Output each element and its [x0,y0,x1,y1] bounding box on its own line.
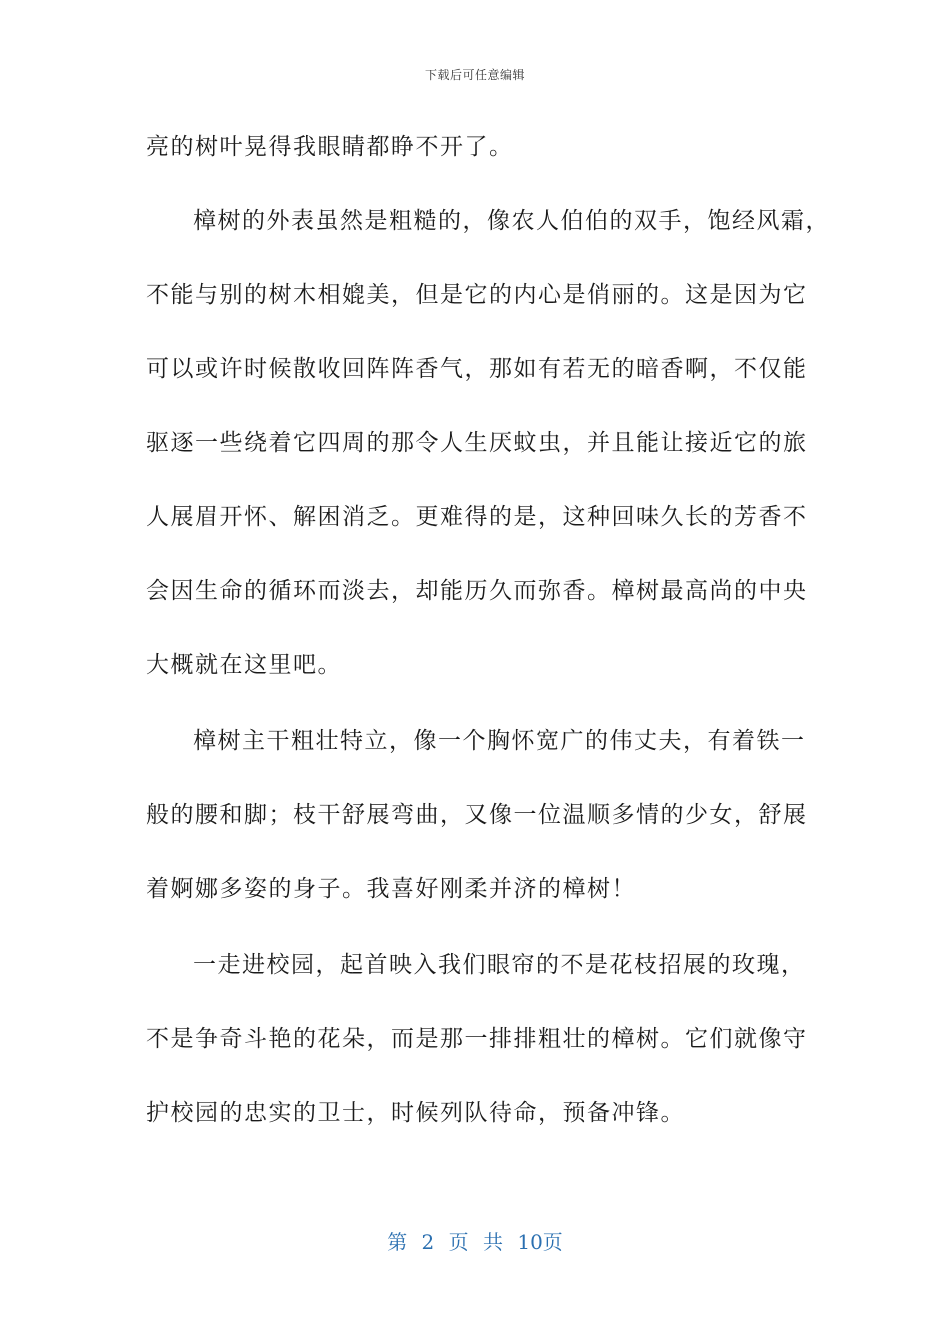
text-line: 亮的树叶晃得我眼睛都睁不开了。 [146,134,514,160]
footer-total-word: 共 [483,1230,503,1254]
text-line: 可以或许时候散收回阵阵香气，那如有若无的暗香啊，不仅能 [146,356,808,382]
text-line: 一走进校园，起首映入我们眼帘的不是花枝招展的玫瑰， [193,952,806,978]
footer-total-pages: 10页 [517,1230,563,1254]
page-footer [0,1226,950,1255]
footer-page-word: 页 [448,1230,469,1254]
text-line: 不是争奇斗艳的花朵，而是那一排排粗壮的樟树。它们就像守 [146,1026,808,1052]
text-line: 般的腰和脚；枝干舒展弯曲，又像一位温顺多情的少女，舒展 [146,802,808,828]
text-line: 大概就在这里吧。 [146,652,342,678]
footer-current-page: 2 [421,1230,435,1254]
text-line: 着婀娜多姿的身子。我喜好刚柔并济的樟树！ [146,876,636,902]
text-line: 樟树的外表虽然是粗糙的，像农人伯伯的双手，饱经风霜， [193,208,830,234]
text-line: 人展眉开怀、解困消乏。更难得的是，这种回味久长的芳香不 [146,504,808,530]
text-line: 护校园的忠实的卫士，时候列队待命，预备冲锋。 [146,1100,685,1126]
page-header-note: 下载后可任意编辑 [424,68,525,82]
text-line: 不能与别的树木相媲美，但是它的内心是俏丽的。这是因为它 [146,282,808,308]
text-line: 驱逐一些绕着它四周的那令人生厌蚊虫，并且能让接近它的旅 [146,430,808,456]
footer-prefix: 第 [387,1230,408,1254]
text-line: 会因生命的循环而淡去，却能历久而弥香。樟树最高尚的中央 [146,578,808,604]
text-line: 樟树主干粗壮特立，像一个胸怀宽广的伟丈夫，有着铁一 [193,728,806,754]
